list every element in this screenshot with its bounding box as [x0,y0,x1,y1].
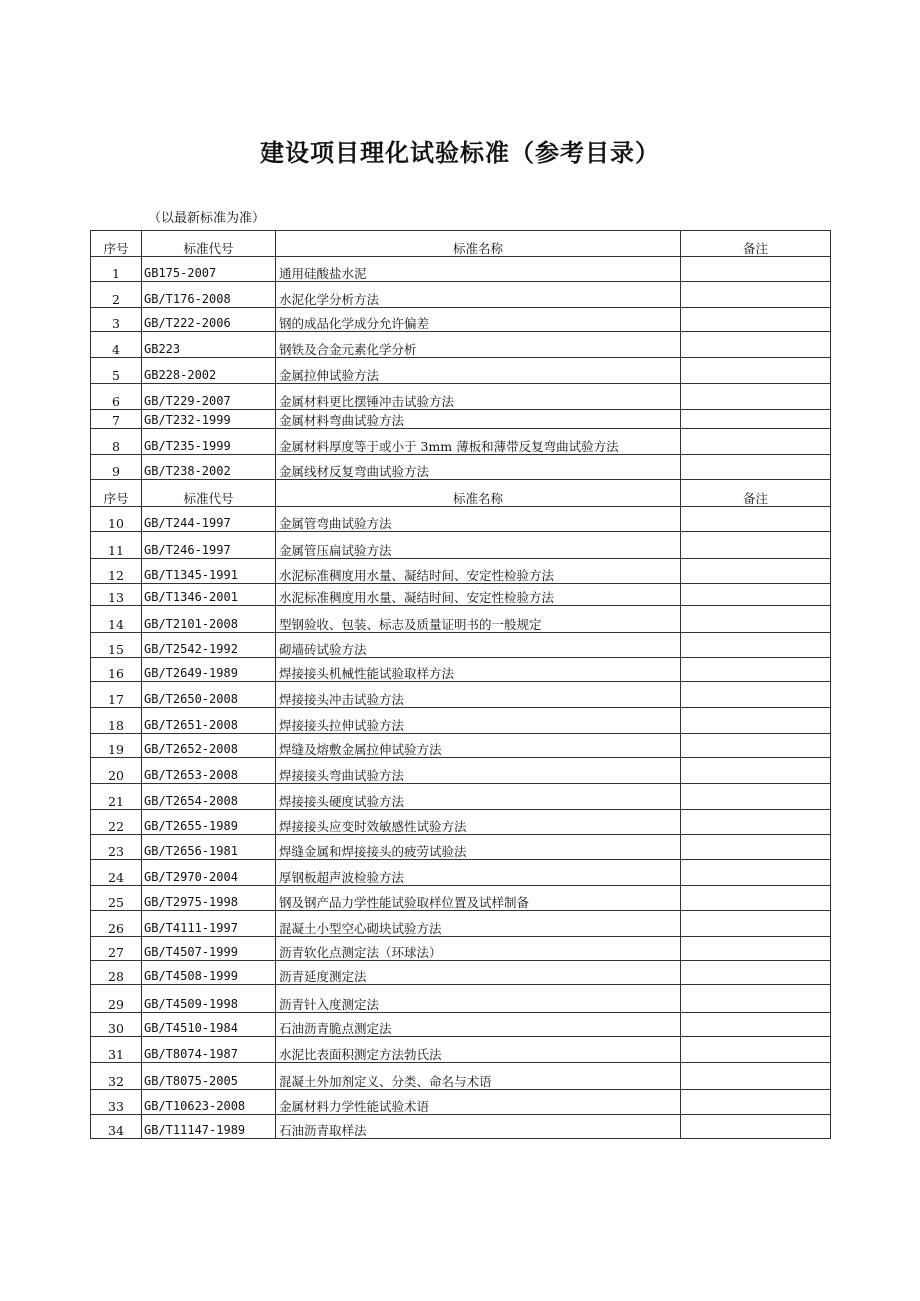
table-row [91,410,831,429]
row-number: 32 [91,1063,142,1090]
remark-cell [681,784,831,810]
standard-name: 水泥标准稠度用水量、凝结时间、安定性检验方法 [276,559,681,584]
table-row [91,911,831,937]
standard-name: 金属拉伸试验方法 [276,358,681,384]
row-number: 31 [91,1037,142,1063]
table-row [91,758,831,784]
standard-name: 金属材料厚度等于或小于 3mm 薄板和薄带反复弯曲试验方法 [276,429,681,455]
row-number: 19 [91,734,142,758]
row-number: 17 [91,682,142,708]
standard-name: 钢及钢产品力学性能试验取样位置及试样制备 [276,886,681,911]
table-row [91,429,831,455]
row-number: 13 [91,584,142,606]
standard-name: 钢的成品化学成分允许偏差 [276,308,681,332]
table-header-row [91,231,831,257]
table-row [91,282,831,308]
table-row [91,1013,831,1037]
table-row [91,985,831,1013]
table-row [91,784,831,810]
standard-code: GB/T2975-1998 [142,886,276,911]
remark-cell [681,532,831,559]
standard-code: GB/T4111-1997 [142,911,276,937]
standard-code: GB/T2653-2008 [142,758,276,784]
standard-code: GB/T4510-1984 [142,1013,276,1037]
standard-code: GB/T2652-2008 [142,734,276,758]
remark-cell [681,985,831,1013]
row-number: 24 [91,860,142,886]
standard-code: GB/T1345-1991 [142,559,276,584]
remark-cell [681,633,831,658]
table-row [91,507,831,532]
table-row [91,734,831,758]
header-remark: 备注 [681,231,831,257]
row-number: 2 [91,282,142,308]
remark-cell [681,708,831,734]
remark-cell [681,734,831,758]
row-number: 4 [91,332,142,358]
standard-name: 沥青软化点测定法（环球法） [276,937,681,961]
header-code: 标准代号 [142,231,276,257]
standard-name: 水泥比表面积测定方法勃氏法 [276,1037,681,1063]
table-header-row [91,480,831,507]
standard-name: 金属材料弯曲试验方法 [276,410,681,429]
table-row [91,606,831,633]
remark-cell [681,886,831,911]
table-row [91,384,831,410]
remark-cell [681,507,831,532]
remark-cell [681,308,831,332]
remark-cell [681,1037,831,1063]
standard-name: 型钢验收、包装、标志及质量证明书的一般规定 [276,606,681,633]
remark-cell [681,810,831,835]
remark-cell [681,384,831,410]
standard-name: 石油沥青脆点测定法 [276,1013,681,1037]
standard-name: 焊缝金属和焊接接头的疲劳试验法 [276,835,681,860]
remark-cell [681,911,831,937]
standard-name: 金属材料更比摆锤冲击试验方法 [276,384,681,410]
header-name: 标准名称 [276,231,681,257]
standard-name: 通用硅酸盐水泥 [276,257,681,282]
standard-code: GB/T238-2002 [142,455,276,480]
standard-code: GB/T222-2006 [142,308,276,332]
row-number: 28 [91,961,142,985]
standard-code: GB/T235-1999 [142,429,276,455]
row-number: 11 [91,532,142,559]
table-row [91,1037,831,1063]
row-number: 25 [91,886,142,911]
standard-name: 钢铁及合金元素化学分析 [276,332,681,358]
standard-name: 焊接接头弯曲试验方法 [276,758,681,784]
note-latest-standard: （以最新标准为准） [148,211,266,226]
standard-name: 水泥化学分析方法 [276,282,681,308]
standard-name: 焊接接头机械性能试验取样方法 [276,658,681,682]
remark-cell [681,937,831,961]
remark-cell [681,429,831,455]
remark-cell [681,584,831,606]
standard-name: 金属管压扁试验方法 [276,532,681,559]
remark-cell [681,1090,831,1115]
remark-cell [681,658,831,682]
standard-code: GB/T10623-2008 [142,1090,276,1115]
standard-name: 沥青针入度测定法 [276,985,681,1013]
standard-name: 焊接接头拉伸试验方法 [276,708,681,734]
row-number: 33 [91,1090,142,1115]
row-number: 20 [91,758,142,784]
standard-name: 金属线材反复弯曲试验方法 [276,455,681,480]
row-number: 14 [91,606,142,633]
standard-code: GB/T2656-1981 [142,835,276,860]
standard-code: GB/T2650-2008 [142,682,276,708]
standard-name: 焊缝及熔敷金属拉伸试验方法 [276,734,681,758]
table-row [91,532,831,559]
row-number: 5 [91,358,142,384]
standard-name: 混凝土外加剂定义、分类、命名与术语 [276,1063,681,1090]
row-number: 6 [91,384,142,410]
table-row [91,961,831,985]
table-row [91,1115,831,1139]
standard-code: GB/T2101-2008 [142,606,276,633]
header-no: 序号 [91,480,142,507]
row-number: 22 [91,810,142,835]
table-row [91,559,831,584]
remark-cell [681,860,831,886]
row-number: 10 [91,507,142,532]
remark-cell [681,410,831,429]
table-row [91,835,831,860]
table-row [91,358,831,384]
standard-code: GB/T4509-1998 [142,985,276,1013]
row-number: 23 [91,835,142,860]
remark-cell [681,961,831,985]
table-row [91,584,831,606]
header-no: 序号 [91,231,142,257]
table-row [91,658,831,682]
standard-name: 厚钢板超声波检验方法 [276,860,681,886]
remark-cell [681,257,831,282]
remark-cell [681,1115,831,1139]
standards-table [90,230,831,1139]
standard-name: 水泥标准稠度用水量、凝结时间、安定性检验方法 [276,584,681,606]
standard-code: GB/T2542-1992 [142,633,276,658]
table-row [91,886,831,911]
remark-cell [681,758,831,784]
standard-name: 焊接接头冲击试验方法 [276,682,681,708]
standard-code: GB/T2655-1989 [142,810,276,835]
standard-code: GB/T229-2007 [142,384,276,410]
remark-cell [681,1013,831,1037]
row-number: 29 [91,985,142,1013]
standard-code: GB228-2002 [142,358,276,384]
table-row [91,308,831,332]
row-number: 21 [91,784,142,810]
standard-code: GB/T8075-2005 [142,1063,276,1090]
row-number: 34 [91,1115,142,1139]
row-number: 1 [91,257,142,282]
table-row [91,1063,831,1090]
table-row [91,937,831,961]
remark-cell [681,1063,831,1090]
remark-cell [681,559,831,584]
standard-code: GB175-2007 [142,257,276,282]
standard-name: 石油沥青取样法 [276,1115,681,1139]
standard-code: GB/T176-2008 [142,282,276,308]
remark-cell [681,835,831,860]
remark-cell [681,606,831,633]
header-remark: 备注 [681,480,831,507]
standard-code: GB/T246-1997 [142,532,276,559]
table-row [91,810,831,835]
table-row [91,332,831,358]
table-row [91,1090,831,1115]
standard-name: 混凝土小型空心砌块试验方法 [276,911,681,937]
standard-code: GB/T4507-1999 [142,937,276,961]
standard-name: 金属材料力学性能试验术语 [276,1090,681,1115]
standard-name: 焊接接头硬度试验方法 [276,784,681,810]
standard-code: GB/T2970-2004 [142,860,276,886]
standard-name: 金属管弯曲试验方法 [276,507,681,532]
table-row [91,860,831,886]
table-row [91,455,831,480]
standard-name: 砌墙砖试验方法 [276,633,681,658]
row-number: 15 [91,633,142,658]
standard-code: GB/T2654-2008 [142,784,276,810]
table-row [91,682,831,708]
remark-cell [681,682,831,708]
row-number: 9 [91,455,142,480]
standard-code: GB/T8074-1987 [142,1037,276,1063]
row-number: 3 [91,308,142,332]
standard-name: 焊接接头应变时效敏感性试验方法 [276,810,681,835]
remark-cell [681,332,831,358]
remark-cell [681,455,831,480]
header-code: 标准代号 [142,480,276,507]
row-number: 12 [91,559,142,584]
row-number: 27 [91,937,142,961]
standard-code: GB/T2651-2008 [142,708,276,734]
standard-code: GB/T11147-1989 [142,1115,276,1139]
standard-code: GB/T232-1999 [142,410,276,429]
standard-code: GB223 [142,332,276,358]
page-title: 建设项目理化试验标准（参考目录） [260,139,660,167]
standard-name: 沥青延度测定法 [276,961,681,985]
table-row [91,633,831,658]
remark-cell [681,282,831,308]
header-name: 标准名称 [276,480,681,507]
row-number: 18 [91,708,142,734]
row-number: 16 [91,658,142,682]
remark-cell [681,358,831,384]
row-number: 26 [91,911,142,937]
standard-code: GB/T1346-2001 [142,584,276,606]
table-row [91,708,831,734]
standard-code: GB/T4508-1999 [142,961,276,985]
table-row [91,257,831,282]
standard-code: GB/T244-1997 [142,507,276,532]
row-number: 30 [91,1013,142,1037]
row-number: 7 [91,410,142,429]
row-number: 8 [91,429,142,455]
standard-code: GB/T2649-1989 [142,658,276,682]
